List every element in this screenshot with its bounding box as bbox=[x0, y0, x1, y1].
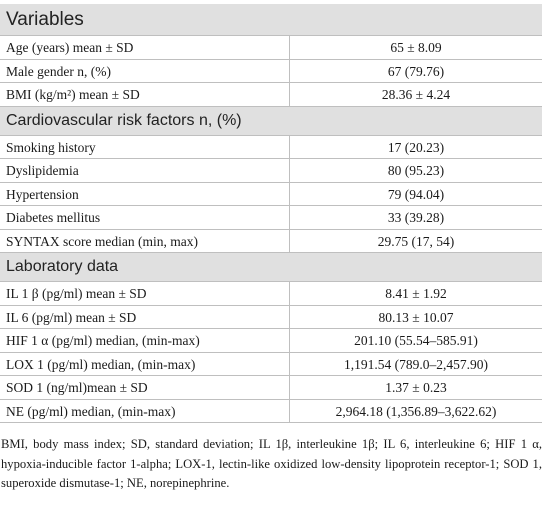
row-label: Hypertension bbox=[0, 183, 290, 206]
row-label: Dyslipidemia bbox=[0, 159, 290, 182]
table-row bbox=[0, 329, 542, 353]
row-value: 1.37 ± 0.23 bbox=[385, 380, 447, 395]
table-row bbox=[0, 230, 542, 254]
row-value: 1,191.54 (789.0–2,457.90) bbox=[344, 356, 488, 372]
table-row bbox=[0, 353, 542, 377]
section-label: Cardiovascular risk factors n, (%) bbox=[6, 111, 242, 129]
row-value: 201.10 (55.54–585.91) bbox=[354, 333, 478, 348]
row-value: 8.41 ± 1.92 bbox=[385, 286, 447, 301]
table-row bbox=[0, 136, 542, 160]
row-value: 28.36 ± 4.24 bbox=[381, 87, 451, 102]
table-row bbox=[0, 183, 542, 207]
table-row bbox=[0, 306, 542, 330]
section-header-laboratory bbox=[0, 253, 542, 282]
row-label: Male gender n, (%) bbox=[0, 60, 290, 83]
table-row bbox=[0, 60, 542, 84]
row-label: Diabetes mellitus bbox=[0, 206, 290, 229]
table-row bbox=[0, 206, 542, 230]
table-row bbox=[0, 36, 542, 60]
table-header bbox=[0, 4, 542, 36]
table-row bbox=[0, 159, 542, 183]
row-value: 33 (39.28) bbox=[387, 210, 445, 225]
row-value: 67 (79.76) bbox=[387, 63, 445, 79]
row-label: Age (years) mean ± SD bbox=[0, 36, 290, 59]
row-label: SOD 1 (ng/ml)mean ± SD bbox=[0, 376, 290, 399]
row-value: 79 (94.04) bbox=[387, 186, 445, 202]
row-value: 29.75 (17, 54) bbox=[377, 233, 455, 249]
row-label: IL 1 β (pg/ml) mean ± SD bbox=[0, 282, 290, 305]
patient-characteristics-table bbox=[0, 4, 542, 423]
table-row bbox=[0, 282, 542, 306]
row-value: 65 ± 8.09 bbox=[390, 40, 442, 55]
row-label: SYNTAX score median (min, max) bbox=[0, 230, 290, 253]
row-label: LOX 1 (pg/ml) median, (min-max) bbox=[0, 353, 290, 376]
row-label: Smoking history bbox=[0, 136, 290, 159]
header-label: Variables bbox=[6, 8, 84, 30]
table-row bbox=[0, 400, 542, 424]
section-header-risk-factors bbox=[0, 107, 542, 136]
table-footnote: BMI, body mass index; SD, standard deviation; IL 1β, interleukine 1β; IL 6, interleukine 6; HIF 1 α, hypoxia-inducible factor 1-alpha; LOX-1, lectin-like oxidized low-density lipoprotein receptor-1; SOD 1, superoxide dismutase-1; NE, norepinephrine. bbox=[1, 437, 542, 490]
row-label: NE (pg/ml) median, (min-max) bbox=[0, 400, 290, 423]
table-row bbox=[0, 376, 542, 400]
row-label: IL 6 (pg/ml) mean ± SD bbox=[0, 306, 290, 329]
table-row bbox=[0, 83, 542, 107]
row-value: 2,964.18 (1,356.89–3,622.62) bbox=[335, 403, 497, 419]
row-value: 17 (20.23) bbox=[387, 139, 445, 155]
section-label: Laboratory data bbox=[6, 258, 119, 275]
row-label: BMI (kg/m²) mean ± SD bbox=[0, 83, 290, 106]
row-value: 80 (95.23) bbox=[387, 163, 445, 178]
row-value: 80.13 ± 10.07 bbox=[378, 309, 454, 325]
row-label: HIF 1 α (pg/ml) median, (min-max) bbox=[0, 329, 290, 352]
